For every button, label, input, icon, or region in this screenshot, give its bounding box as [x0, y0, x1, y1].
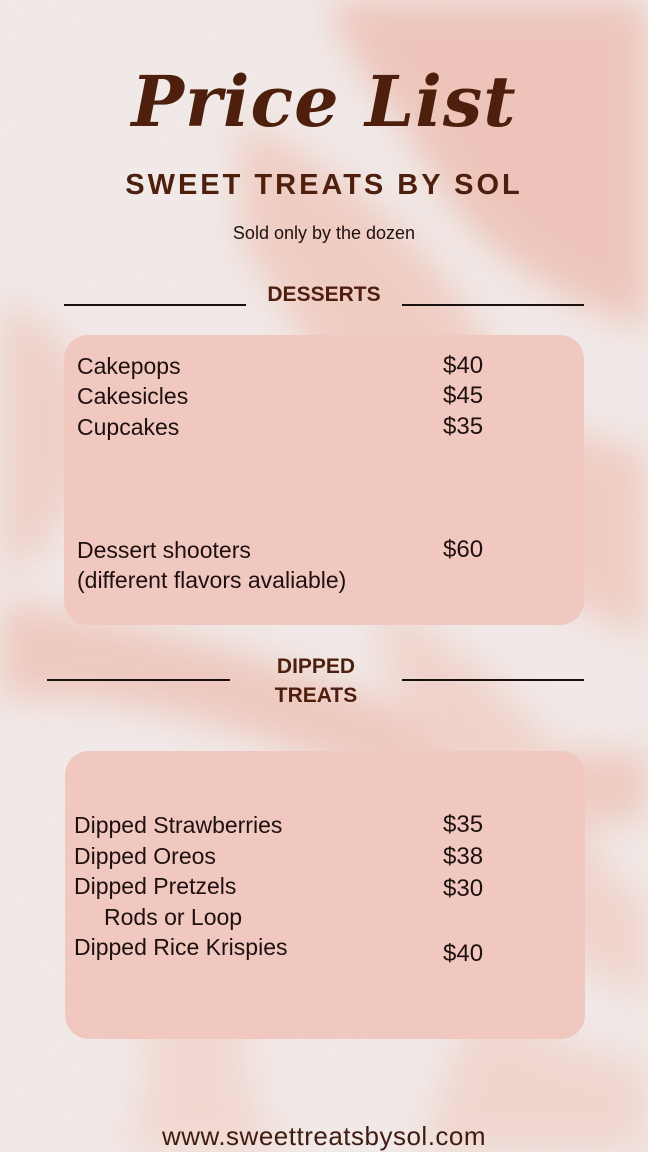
menu-item-name: Cakepops: [77, 353, 181, 379]
menu-item-price: $35: [443, 413, 484, 440]
desserts-card: [64, 335, 584, 625]
page-title: Price List: [131, 60, 517, 143]
menu-item-name: Cupcakes: [77, 414, 180, 440]
website-link[interactable]: www.sweettreatsbysol.com: [161, 1121, 487, 1151]
menu-item-price: $35: [443, 811, 484, 838]
menu-item-name: Dipped Pretzels: [74, 873, 237, 899]
menu-item-price: $30: [443, 875, 484, 902]
menu-item-note: Rods or Loop: [104, 904, 243, 930]
sold-by-dozen-note: Sold only by the dozen: [232, 223, 416, 243]
dipped-treats-heading: [230, 652, 402, 710]
menu-item-name: Cakesicles: [77, 383, 189, 409]
divider-line-right: [402, 304, 584, 306]
menu-item-name: Dipped Rice Krispies: [74, 934, 288, 960]
dipped-treats-card: [65, 751, 585, 1039]
menu-item-name: Dipped Strawberries: [74, 812, 283, 838]
menu-item-name: Dipped Oreos: [74, 843, 216, 869]
menu-item-price: $38: [443, 843, 484, 870]
menu-item-price: $40: [443, 352, 484, 379]
menu-item-note: (different flavors avaliable): [77, 567, 347, 593]
menu-item-price: $40: [443, 940, 484, 967]
divider-line-left: [64, 304, 246, 306]
menu-item-price: $60: [443, 536, 484, 563]
menu-item-name: Dessert shooters: [77, 537, 251, 563]
brand-name: SWEET TREATS BY SOL: [125, 169, 523, 201]
dipped-treats-heading-line: TREATS: [274, 684, 358, 707]
dipped-treats-heading-line: DIPPED: [276, 655, 356, 678]
divider-line-left: [47, 679, 230, 681]
menu-item-price: $45: [443, 382, 484, 409]
divider-line-right: [402, 679, 584, 681]
desserts-heading: DESSERTS: [267, 283, 381, 306]
